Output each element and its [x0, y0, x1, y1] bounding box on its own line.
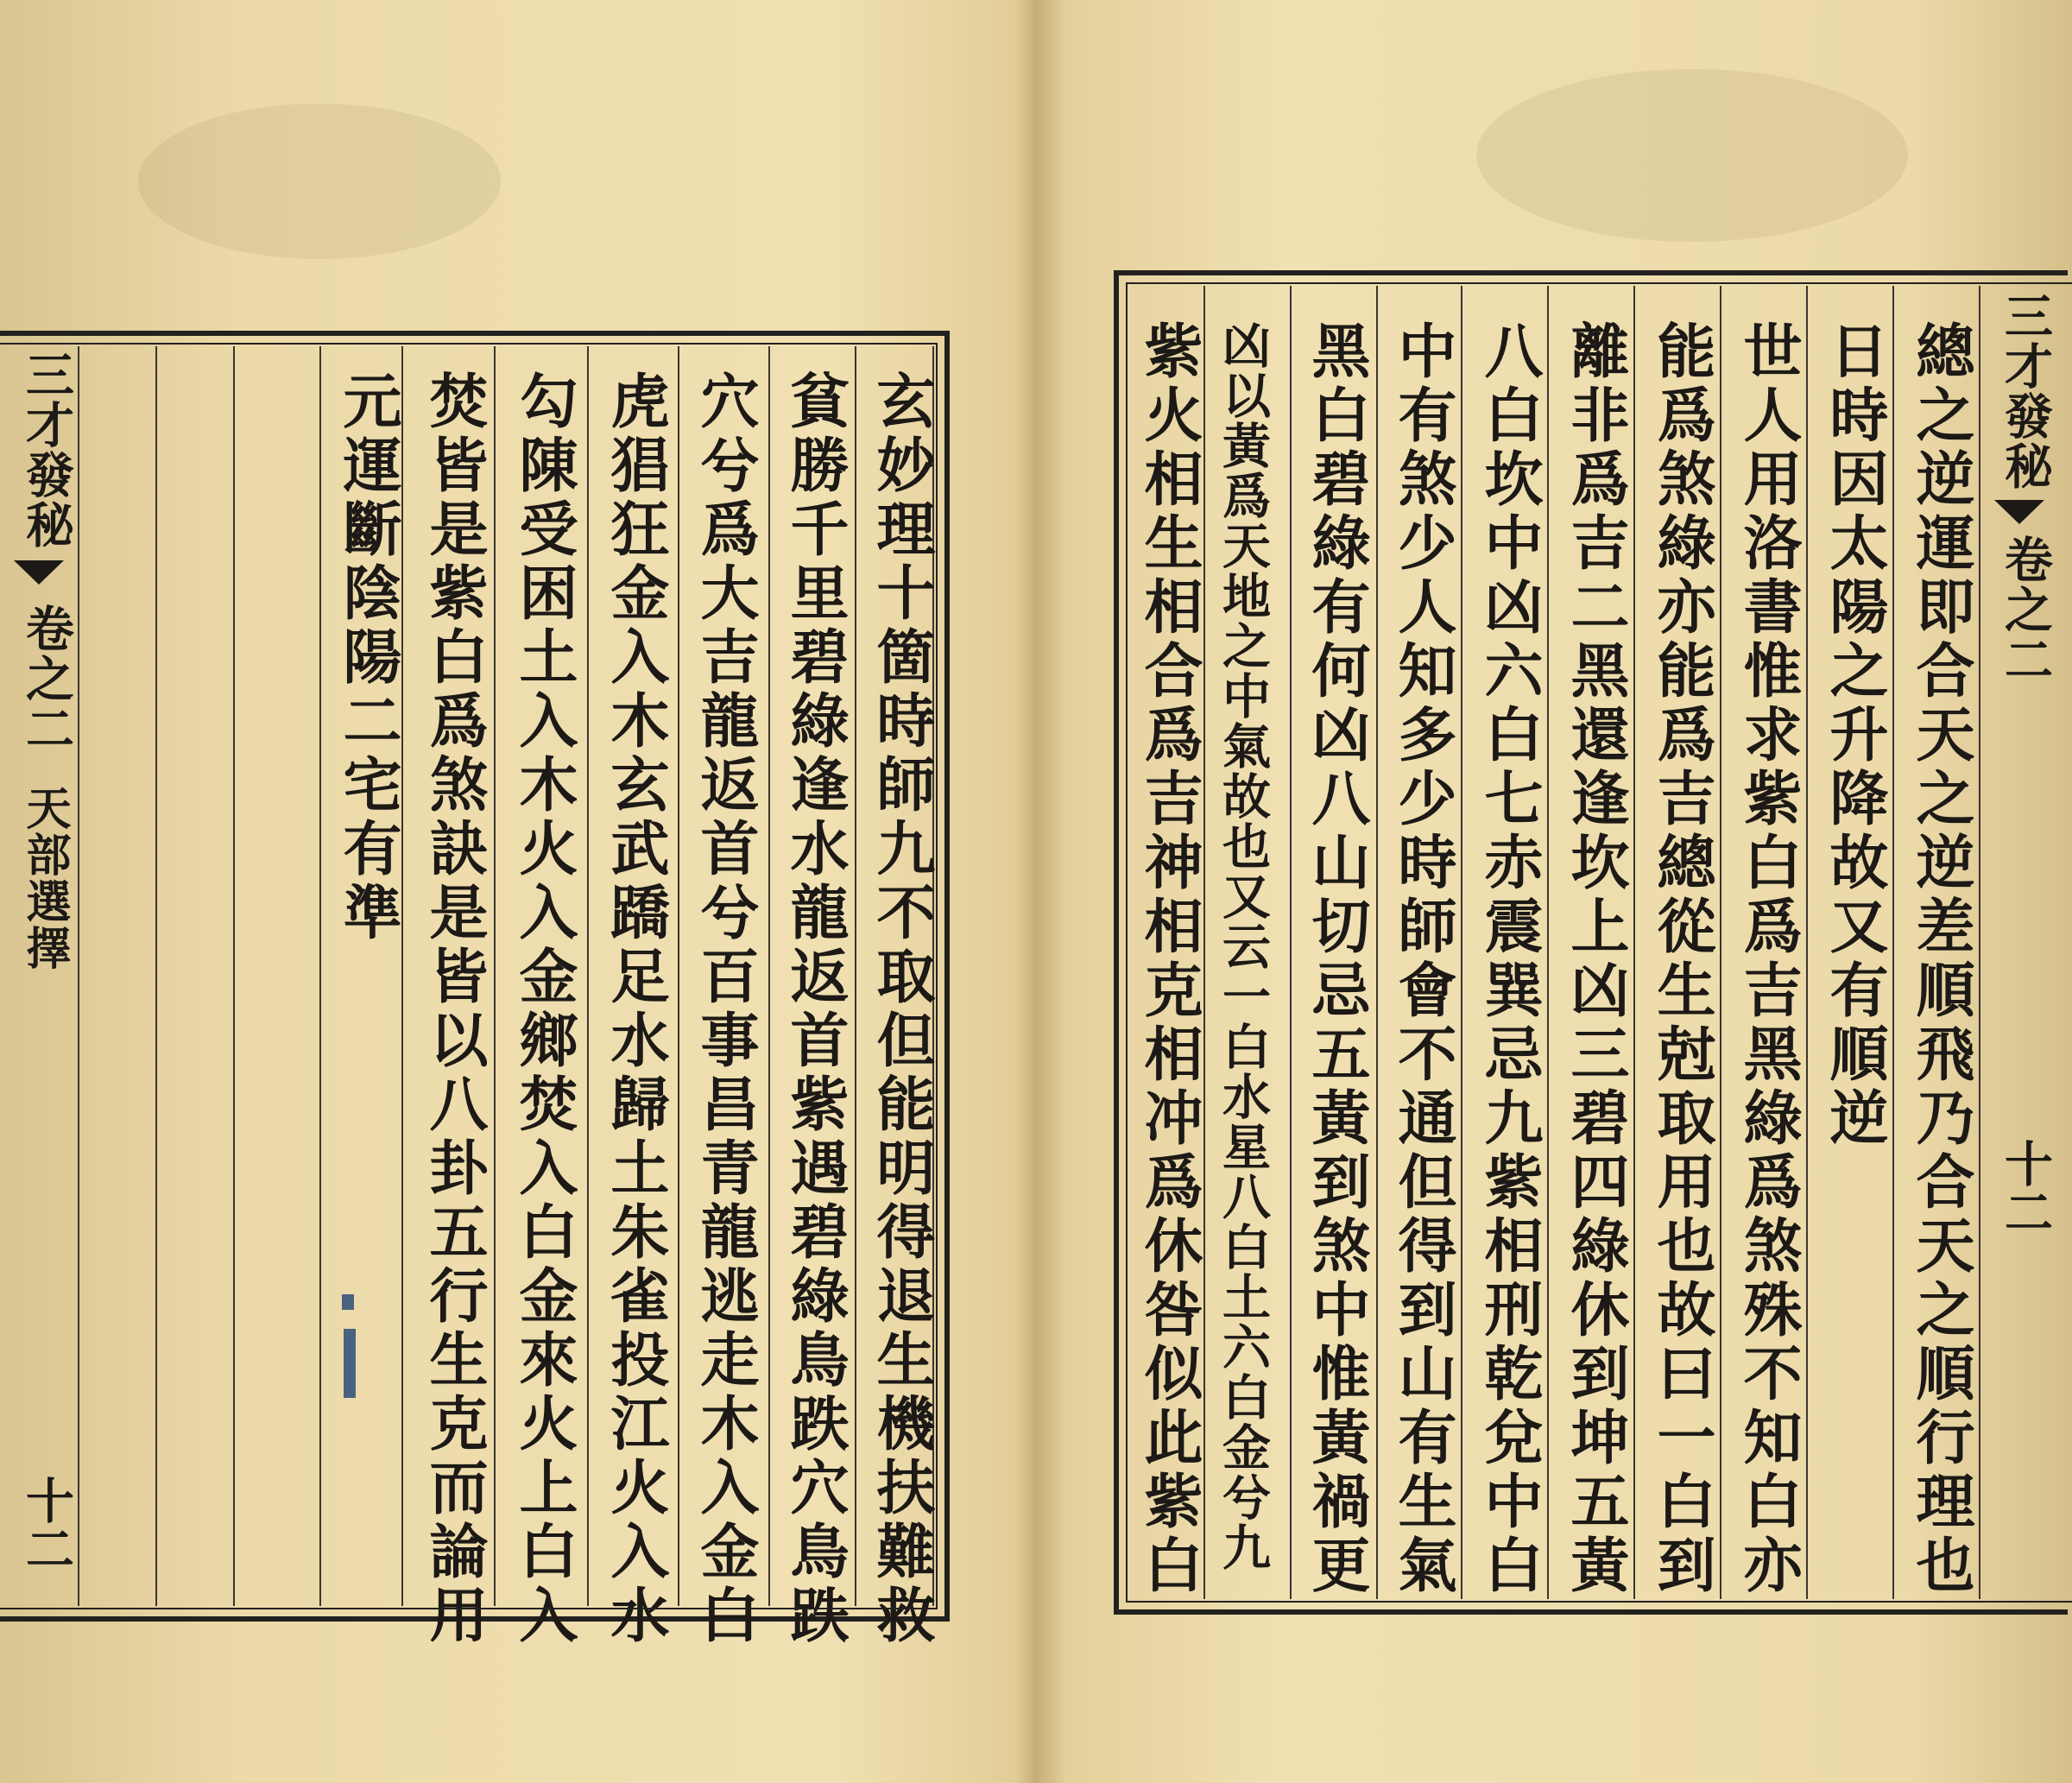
right-text-column-9: 凶以黃爲天地之中氣故也又云一白水星八白土六白金兮九 — [1215, 320, 1272, 1572]
paper-stain — [1476, 69, 1908, 242]
left-text-column-6: 焚皆是紫白爲煞訣是皆以八卦五行生克而論用 — [420, 370, 489, 1648]
left-text-column-5: 勾陳受困土入木火入金鄉焚入白金來火上白入 — [509, 370, 578, 1648]
paper-stain — [138, 104, 501, 259]
right-page-number: 十二 — [1997, 1139, 2054, 1236]
right-banner-title: 三才發秘 — [1997, 291, 2054, 491]
right-text-column-1: 總之逆運即合天之逆差順飛乃合天之順行理也 — [1906, 320, 1975, 1598]
fish-tail-mark — [14, 560, 64, 585]
ink-mark — [342, 1294, 354, 1310]
right-banner-volume: 卷之二 — [1997, 534, 2054, 685]
left-page — [0, 0, 1027, 1783]
right-text-column-4: 能爲煞綠亦能爲吉總從生尅取用也故曰一白到 — [1647, 320, 1716, 1598]
ink-mark — [344, 1329, 356, 1398]
left-banner-section: 天部選擇 — [18, 785, 71, 971]
left-text-column-3: 穴兮爲大吉龍返首兮百事昌青龍逃走木入金白 — [691, 370, 760, 1648]
right-text-column-8: 黑白碧綠有何凶八山切忌五黃到煞中惟黃禍更 — [1302, 320, 1371, 1598]
right-text-column-7: 中有煞少人知多少時師會不通但得到山有生氣 — [1388, 320, 1457, 1598]
left-banner-title: 三才發秘 — [18, 350, 75, 550]
fish-tail-mark — [1994, 500, 2044, 524]
left-banner-volume: 卷之二 — [18, 604, 75, 754]
left-text-column-2: 貧勝千里碧綠逢水龍返首紫遇碧綠鳥跌穴鳥跌 — [780, 370, 850, 1648]
right-text-column-5: 離非爲吉二黑還逢坎上凶三碧四綠休到坤五黃 — [1561, 320, 1630, 1598]
right-page-frame — [1114, 270, 2068, 1615]
left-text-column-1: 玄妙理十箇時師九不取但能明得退生機扶難救 — [867, 370, 936, 1648]
right-text-column-10: 紫火相生相合爲吉神相克相冲爲休咎似此紫白 — [1134, 320, 1203, 1598]
left-text-column-7: 元運斷陰陽二宅有準 — [333, 370, 402, 945]
right-page — [1027, 0, 2072, 1783]
right-column-rules — [1119, 286, 2068, 1599]
right-text-column-6: 八白坎中凶六白七赤震巽忌九紫相刑乾兌中白 — [1475, 320, 1544, 1598]
right-text-column-3: 世人用洛書惟求紫白爲吉黑綠爲煞殊不知白亦 — [1734, 320, 1803, 1598]
left-column-rules — [0, 346, 944, 1606]
right-text-column-2: 日時因太陽之升降故又有順逆 — [1820, 320, 1889, 1151]
left-page-number: 十二 — [18, 1476, 75, 1572]
left-page-frame — [0, 331, 950, 1648]
left-text-column-4: 虎猖狂金入木玄武蹻足水歸土朱雀投江火入水 — [601, 370, 670, 1648]
